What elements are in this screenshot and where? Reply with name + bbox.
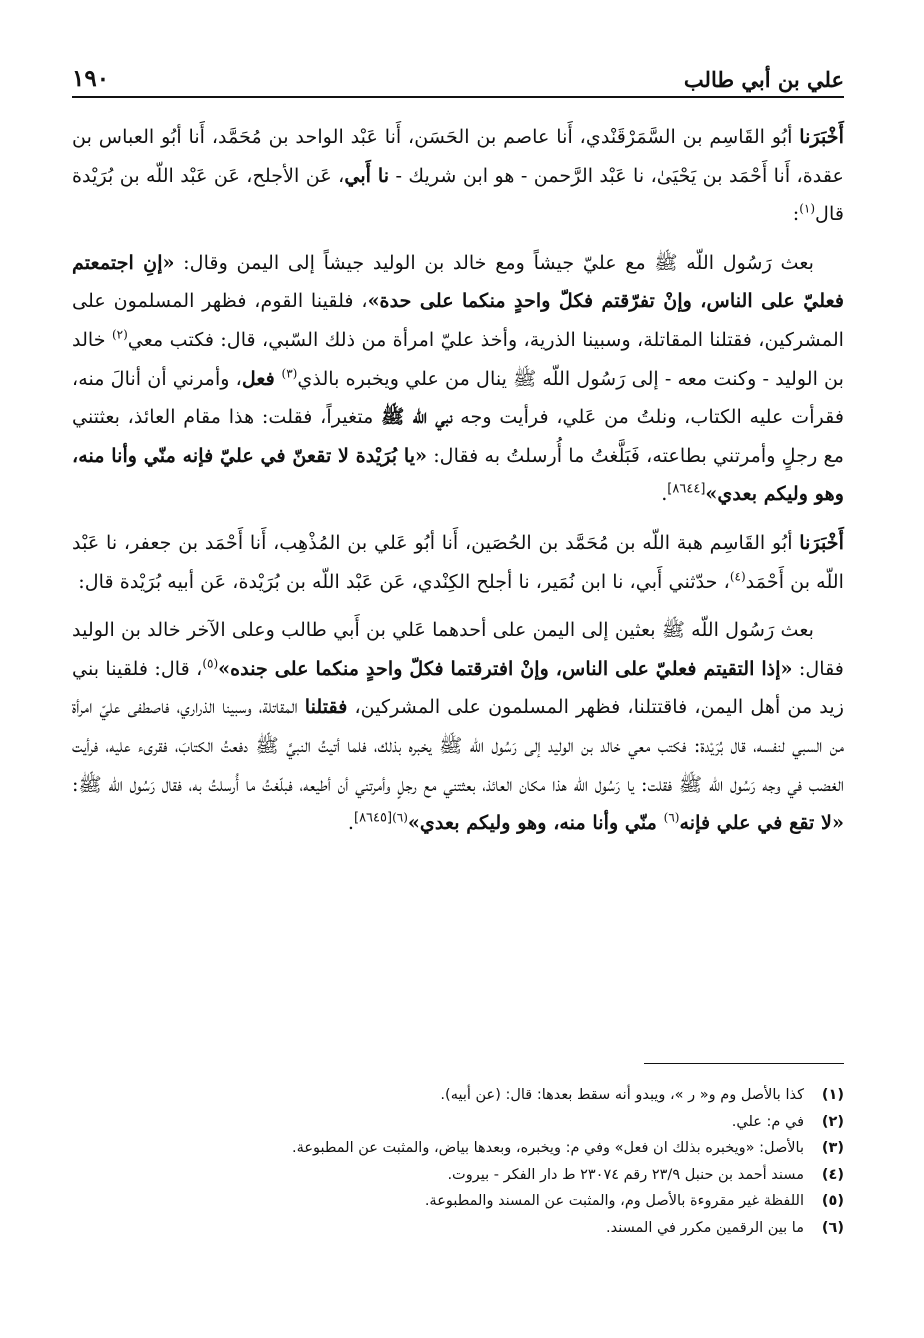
footnote <box>72 1162 844 1189</box>
footnote-marker-5: (٥) <box>202 656 219 671</box>
hadith-text: ، وأمرني أن أنالَ منه، فقرأت عليه الكتاب، ونلتُ من عَلي، فرأيت وجه <box>72 366 845 429</box>
footnote-text: اللفظة غير مقروءة بالأصل وم، والمثبت عن المسند والمطبوعة. <box>424 1193 804 1209</box>
footnote-number: (٦) <box>821 1219 844 1236</box>
footnote-number: (٣) <box>821 1140 844 1156</box>
isnad-text: أبُو القَاسِم بن السَّمَرْقَنْدي، أَنا عاصم بن الحَسَن، أَنا عَبْد الواحد بن مُحَمَّد، أَنا أبُو العباس بن عقدة، أَنا أَحْمَد بن يَحْيَىٰ، نا عَبْد الرَّحمن - هو ابن شريك - <box>72 125 845 187</box>
hadith-bold: فقتلنا <box>304 695 348 719</box>
isnad-text-2: ، حدّثني أَبي، نا ابن نُمَير، نا أجلح الكِنْدي، عَن عَبْد اللّه بن بُرَيْدة، عَن أبيه بُرَيْدة قال: <box>78 569 730 593</box>
footnote-number: (٤) <box>821 1166 844 1183</box>
running-header <box>72 58 844 98</box>
isnad-end: : <box>792 202 800 226</box>
footnote <box>72 1188 844 1215</box>
footnote <box>72 1215 844 1242</box>
footnote-marker-4: (٤) <box>729 569 746 584</box>
footnote <box>72 1109 844 1136</box>
hadith-end: . <box>347 811 354 835</box>
footnote <box>72 1082 844 1109</box>
running-title: علي بن أبي طالب <box>683 67 844 92</box>
isnad-lead: أَخْبَرَنا <box>799 530 844 554</box>
footnote-divider <box>644 1063 844 1064</box>
hadith-ref-number: [٨٦٤٥] <box>354 810 393 826</box>
footnote-marker-2: (٢) <box>111 327 128 342</box>
hadith-end: . <box>661 482 668 506</box>
footnote-marker-3: (٣) <box>281 366 298 381</box>
hadith-paragraph-2 <box>72 611 844 843</box>
hadith-text: بعث رَسُول اللّه ﷺ بعثين إلى اليمن على أحدهما عَلي بن أَبي طالب وعلى الآخر خالد بن الوليد فقال: <box>72 618 844 680</box>
hadith-text: ، فلقينا القوم، فظهر المسلمون على المشركين، فقتلنا المقاتلة، وسبينا الذرية، وأخذ عليّ امرأة من ذلك السّبي، قال: فكتب معي <box>72 289 844 351</box>
isnad-lead: أَخْبَرَنا <box>799 125 844 148</box>
hadith-paragraph-1 <box>72 244 844 514</box>
isnad-text: أبُو القَاسِم هبة اللّه بن مُحَمَّد بن الحُصَين، أَنا أبُو عَلي بن المُذْهِب، أَنا أَحْمَد بن جعفر، نا عَبْد اللّه بن أَحْمَد <box>72 530 844 593</box>
hadith-bold: نبي اللّه ﷺ <box>381 405 453 429</box>
hadith-quote: «لا تقع في علي فإنه <box>679 811 844 835</box>
hadith-text: خالد بن الوليد - وكنت معه - إلى رَسُول اللّه ﷺ ينال من علي ويخبره بالذي <box>72 327 845 390</box>
footnote-text: في م: علي. <box>731 1113 804 1130</box>
footnote-number: (٥) <box>821 1193 844 1209</box>
isnad-paragraph-2 <box>72 524 844 601</box>
hadith-quote: «يا بُرَيْدة لا تقعنّ في عليّ فإنه منّي وأنا منه، وهو وليكم بعدي» <box>72 443 844 506</box>
page-number: ١٩٠ <box>72 65 110 92</box>
hadith-text: متغيراً، فقلت: هذا مقام العائذ، بعثتني مع رجلٍ وأمرتني بطاعته، فَبَلَّغتُ ما أُرسلتُ به فقال: <box>72 405 844 467</box>
footnotes <box>72 1082 844 1241</box>
footnote-number: (٢) <box>821 1113 844 1130</box>
hadith-text: ، قال: فلقينا بني زيد من أهل اليمن، فاقتتلنا، فظهر المسلمون على المشركين، <box>72 656 844 719</box>
hadith-bold: فعل <box>241 366 282 390</box>
footnote-text: بالأصل: «ويخبره بذلك ان فعل» وفي م: ويخبره، وبعدها بياض، والمثبت عن المطبوعة. <box>291 1140 804 1156</box>
hadith-ref-number: [٨٦٤٤] <box>667 481 706 497</box>
isnad-text-2: ، عَن الأجلح، عَن عَبْد اللّه بن بُرَيْدة قال <box>72 163 844 226</box>
footnote-marker-6b: (٦) <box>392 810 408 825</box>
footnote-text: ما بين الرقمين مكرر في المسند. <box>605 1219 804 1236</box>
isnad-paragraph-1 <box>72 118 844 234</box>
main-text <box>72 118 844 853</box>
hadith-text: المقاتلة، وسبينا الذراري، فاصطفى عليّ امرأة من السبي لنفسه، قال بُرَيْدة: فكتب معي خالد بن الوليد إلى رَسُول اللّه ﷺ يخبره بذلك، فلما أتيتُ النبيَّ ﷺ دفعتُ الكتابَ، فقرىء عليه، فرأيت الغضب في وجه رَسُول اللّه ﷺ فقلت: يا رَسُول اللّه هذا مكان العائذ، بعثتني مع رجلٍ وأمرتني أن أطيعه، فبلّغتُ ما أُرسلتُ به، فقال رَسُول اللّه ﷺ: <box>72 695 844 796</box>
hadith-quote: منّي وأنا منه، وهو وليكم بعدي» <box>407 811 664 835</box>
isnad-bold: نا أَبي <box>344 163 390 187</box>
hadith-quote: «إذا التقيتم فعليّ على الناس، وإنْ افترقتما فكلّ واحدٍ منكما على جنده» <box>218 656 793 680</box>
hadith-text: بعث رَسُول اللّه ﷺ مع عليّ جيشاً ومع خالد بن الوليد جيشاً إلى اليمن وقال: <box>174 250 814 274</box>
footnote-text: كذا بالأصل وم و« ر »، ويبدو أنه سقط بعدها: قال: (عن أبيه). <box>440 1087 804 1103</box>
footnote-text: مسند أحمد بن حنبل ٢٣/٩ رقم ٢٣٠٧٤ ط دار الفكر - بيروت. <box>447 1166 804 1183</box>
footnote-number: (١) <box>821 1087 844 1103</box>
footnote <box>72 1135 844 1162</box>
hadith-quote: «إنِ اجتمعتم فعليّ على الناس، وإنْ تفرّقتم فكلّ واحدٍ منكما على حدة» <box>72 250 845 313</box>
footnote-marker-6: (٦) <box>663 810 680 825</box>
footnote-marker-1: (١) <box>799 201 816 216</box>
